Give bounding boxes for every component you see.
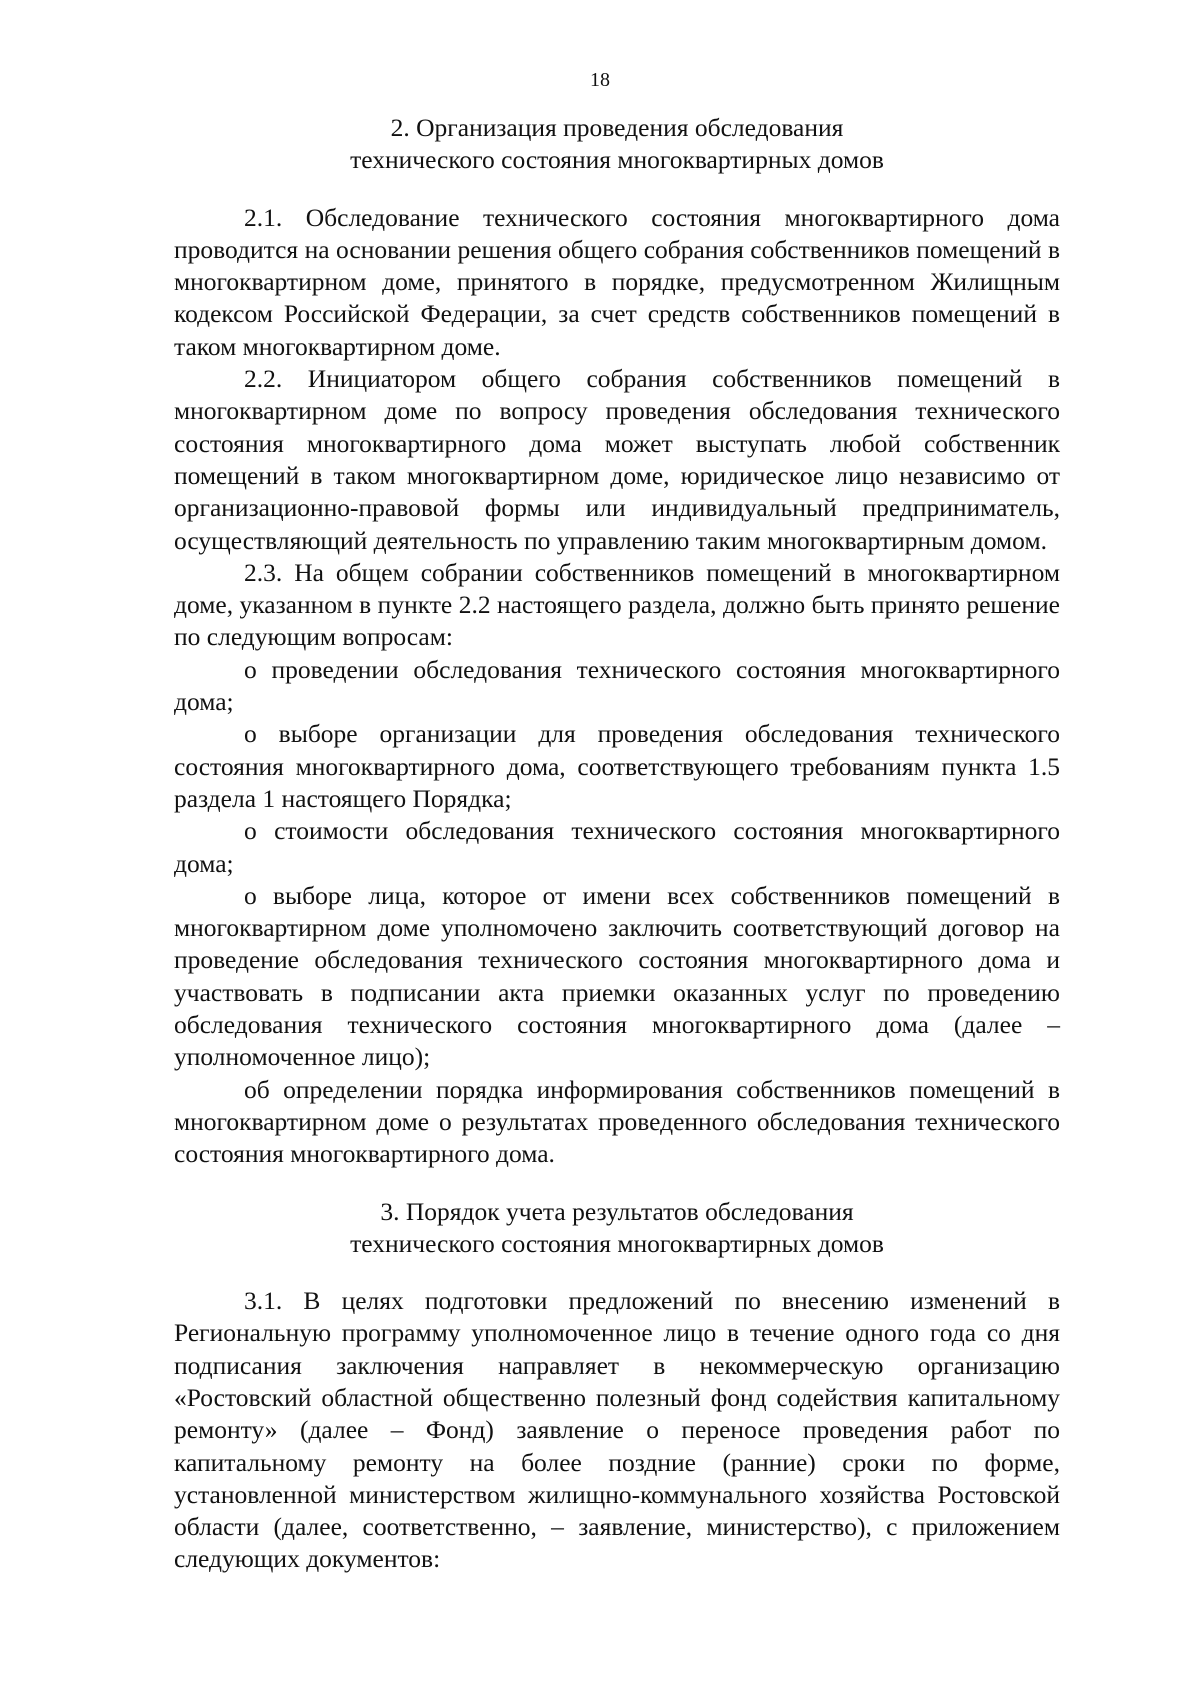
list-item-authorized-person: о выборе лица, которое от имени всех собственников помещений в многоквартирном доме уполномочено заключить соответствующий договор на проведение обследования технического состояния многоквартирного дома и участвовать в подписании акта приемки оказанных услуг по проведению обследования технического состояния многоквартирного дома (далее – уполномоченное лицо); (174, 880, 1060, 1072)
list-item-inform-owners: об определении порядка информирования собственников помещений в многоквартирном доме о результатах проведенного обследования технического состояния многоквартирного дома. (174, 1074, 1060, 1169)
section-3-heading-line-1: 3. Порядок учета результатов обследования (380, 1196, 854, 1226)
section-2-heading (174, 112, 1060, 177)
paragraph-3-1: 3.1. В целях подготовки предложений по внесению изменений в Региональную программу уполномоченное лицо в течение одного года со дня подписания заключения направляет в некоммерческую организацию «Ростовский областной общественно полезный фонд содействия капитальному ремонту» (далее – Фонд) заявление о переносе проведения работ по капитальному ремонту на более поздние (ранние) сроки по форме, установленной министерством жилищно-коммунального хозяйства Ростовской области (далее, соответственно, – заявление, министерство), с приложением следующих документов: (174, 1286, 1060, 1574)
section-3-heading-line-2: технического состояния многоквартирных домов (350, 1228, 884, 1258)
paragraph-2-2: 2.2. Инициатором общего собрания собственников помещений в многоквартирном доме по вопросу проведения обследования технического состояния многоквартирного дома может выступать любой собственник помещений в таком многоквартирном доме, юридическое лицо независимо от организационно-правовой формы или индивидуальный предприниматель, осуществляющий деятельность по управлению таким многоквартирным домом. (174, 364, 1060, 555)
section-2-heading-line-2: технического состояния многоквартирных домов (350, 145, 884, 175)
paragraph-2-1: 2.1. Обследование технического состояния многоквартирного дома проводится на основании решения общего собрания собственников помещений в многоквартирном доме, принятого в порядке, предусмотренном Жилищным кодексом Российской Федерации, за счет средств собственников помещений в таком многоквартирном доме. (174, 202, 1060, 361)
list-item-conduct-survey: о проведении обследования технического состояния многоквартирного дома; (174, 654, 1060, 717)
section-3-heading (174, 1196, 1060, 1261)
document-body (174, 112, 1060, 1576)
paragraph-2-3: 2.3. На общем собрании собственников помещений в многоквартирном доме, указанном в пункте 2.2 настоящего раздела, должно быть принято решение по следующим вопросам: (174, 557, 1060, 652)
list-item-survey-cost: о стоимости обследования технического состояния многоквартирного дома; (174, 816, 1060, 878)
section-2-heading-line-1: 2. Организация проведения обследования (390, 113, 844, 142)
list-item-choose-organization: о выборе организации для проведения обследования технического состояния многоквартирного дома, соответствующего требованиям пункта 1.5 раздела 1 настоящего Порядка; (174, 719, 1060, 813)
page-number: 18 (590, 69, 610, 91)
